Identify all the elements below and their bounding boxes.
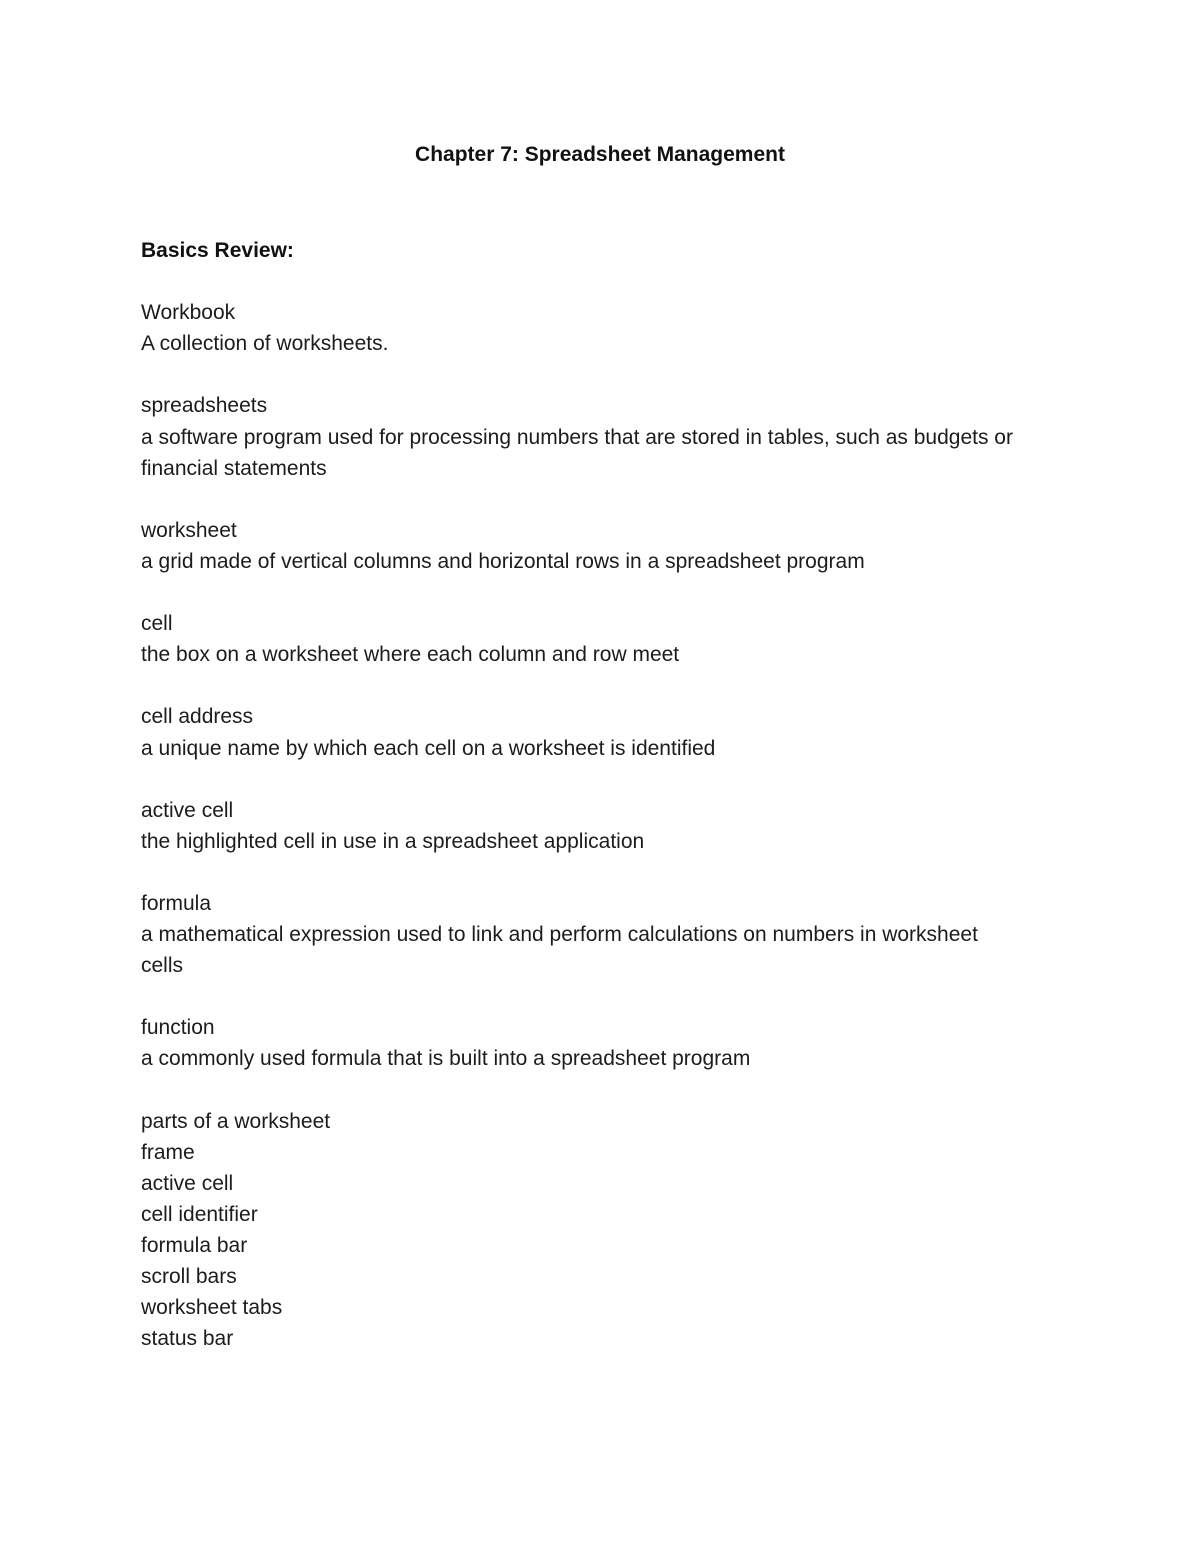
list-item: active cell (141, 1171, 234, 1195)
definition: a unique name by which each cell on a worksheet is identified (141, 736, 716, 760)
list-item: scroll bars (141, 1265, 237, 1289)
term: active cell (141, 798, 234, 822)
term-entry-workbook (141, 297, 1041, 359)
definition: a software program used for processing numbers that are stored in tables, such as budgets or financial statements (141, 425, 1013, 480)
term: Workbook (141, 301, 236, 325)
list-item: worksheet tabs (141, 1296, 283, 1320)
definition: a grid made of vertical columns and horizontal rows in a spreadsheet program (141, 549, 865, 573)
definition: the box on a worksheet where each column and row meet (141, 643, 680, 667)
term: formula (141, 891, 212, 915)
term: function (141, 1016, 215, 1040)
page-title: Chapter 7: Spreadsheet Management (415, 143, 785, 166)
list-item: status bar (141, 1327, 234, 1351)
parts-list (141, 1106, 1041, 1355)
term-entry-spreadsheets (141, 390, 1041, 483)
term: worksheet (141, 518, 237, 542)
definition: A collection of worksheets. (141, 332, 389, 356)
term: cell address (141, 705, 254, 729)
term-entry-worksheet (141, 515, 1041, 577)
term: cell (141, 612, 173, 636)
term-entry-cell (141, 608, 1041, 670)
document-body (141, 235, 1041, 1354)
term: spreadsheets (141, 394, 268, 418)
section-heading: Basics Review: (141, 239, 294, 262)
definition: the highlighted cell in use in a spreadsheet application (141, 829, 645, 853)
definition: a commonly used formula that is built into a spreadsheet program (141, 1047, 751, 1071)
term-entry-cell-address (141, 701, 1041, 763)
parts-heading: parts of a worksheet (141, 1109, 331, 1133)
term-entry-function (141, 1012, 1041, 1074)
list-item: formula bar (141, 1234, 248, 1257)
term-entry-formula (141, 888, 1041, 981)
list-item: frame (141, 1140, 195, 1164)
definition: a mathematical expression used to link and perform calculations on numbers in worksheet cells (141, 923, 978, 978)
list-item: cell identifier (141, 1202, 258, 1226)
term-entry-active-cell (141, 795, 1041, 857)
